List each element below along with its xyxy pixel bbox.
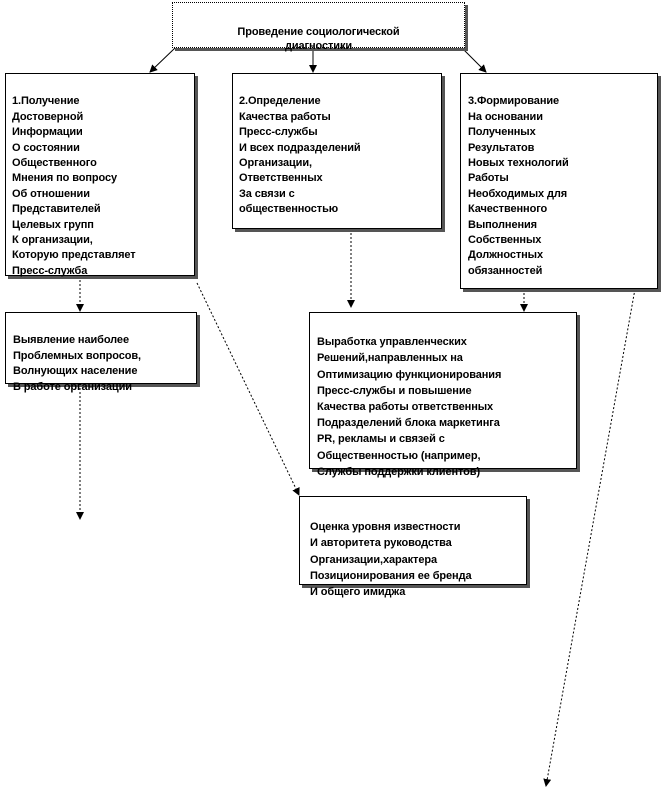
box-forming-technologies-label: 3.Формирование На основании Полученных Результатов Новых технологий Работы Необходимых для Качественного Выполнения Собственных Должностных обязанностей: [468, 95, 569, 277]
box-quality-of-work-label: 2.Определение Качества работы Пресс-службы И всех подразделений Организации, Ответственных За связи с общественностью: [239, 95, 361, 216]
arrow-root-to-b3: [462, 48, 486, 72]
box-identifying-problems: [5, 312, 197, 393]
box-management-decisions: [309, 312, 577, 478]
box-quality-of-work: [232, 73, 442, 229]
box-obtaining-information-label: 1.Получение Достоверной Информации О состоянии Общественного Мнения по вопросу Об отношении Представителей Целевых групп К организации, Которую представляет Пресс-служба: [12, 95, 136, 277]
box-reputation-assessment: [299, 496, 527, 599]
box-forming-technologies: [460, 73, 658, 289]
arrow-root-to-b1: [150, 48, 175, 72]
box-reputation-assessment-label: Оценка уровня известности И авторитета руководства Организации,характера Позиционирования ее бренда И общего имиджа: [310, 521, 472, 599]
box-obtaining-information: [5, 73, 195, 276]
box-management-decisions-label: Выработка управленческих Решений,направленных на Оптимизацию функционирования Пресс-службы и повышение Качества работы ответственных Подразделений блока маркетинга PR, рекламы и связей с Общественностью (например, Службы поддержки клиентов): [317, 336, 502, 478]
box-identifying-problems-label: Выявление наиболее Проблемных вопросов, Волнующих население В работе организации: [13, 334, 141, 393]
root-box-sociological-diagnostics: [172, 2, 465, 52]
arrow-b1-to-b6: [197, 283, 299, 495]
root-box-label: Проведение социологической диагностики: [237, 26, 400, 52]
